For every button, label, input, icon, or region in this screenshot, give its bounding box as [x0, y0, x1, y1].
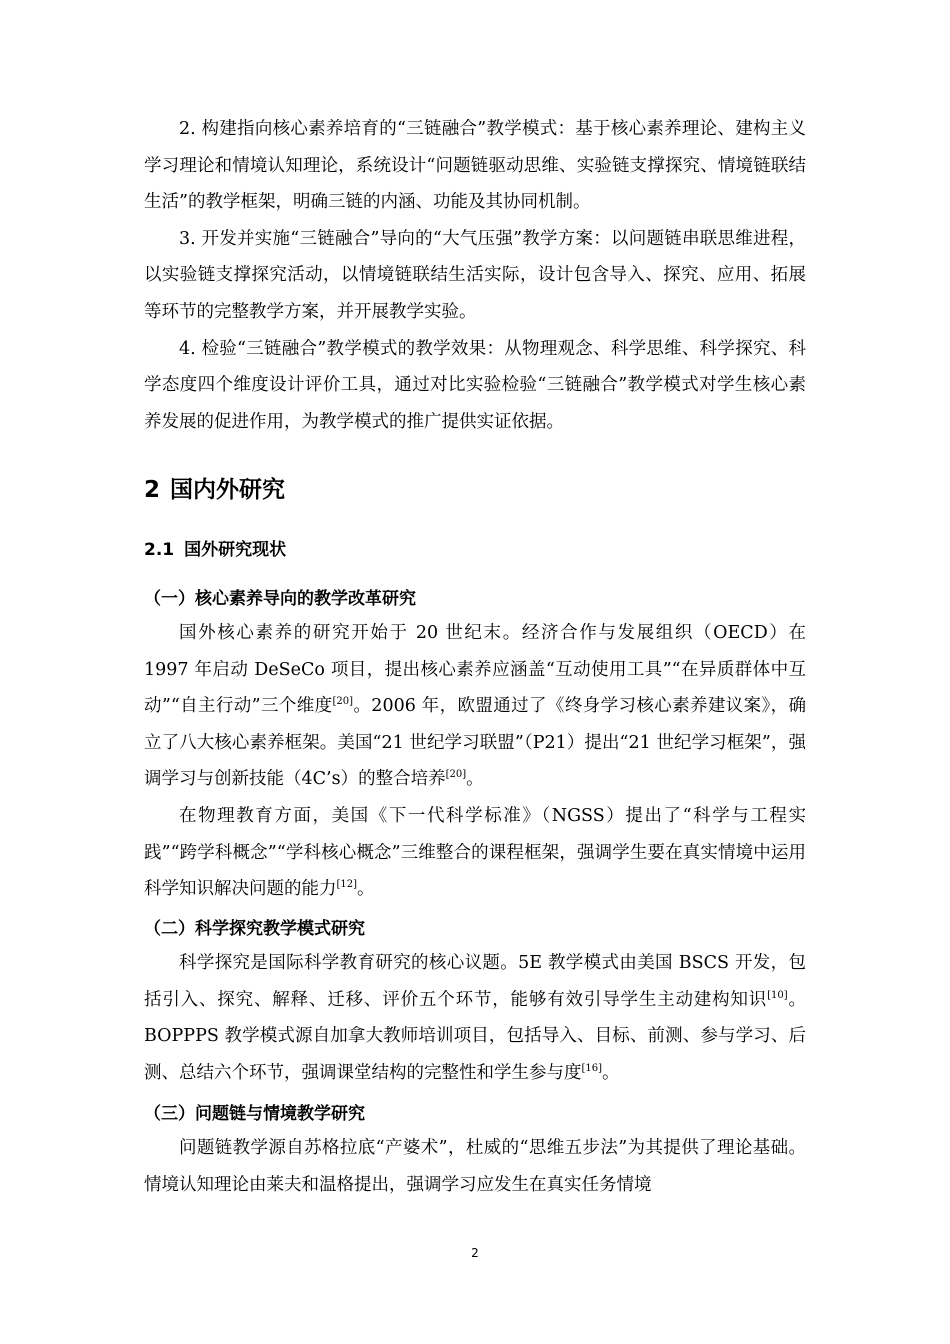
- section-number: 2: [144, 477, 161, 503]
- subsection-title: 国外研究现状: [184, 540, 287, 560]
- part3-paragraph-1: 问题链教学源自苏格拉底“产婆术”，杜威的“思维五步法”为其提供了理论基础。情境认知理论由莱夫和温格提出，强调学习应发生在真实任务情境: [144, 1138, 806, 1195]
- subsection-number: 2.1: [144, 540, 175, 560]
- part2-heading: （二）科学探究教学模式研究: [144, 919, 365, 939]
- part1-p1-text-a: 国外核心素养的研究开始于 20 世纪末。经济合作与发展组织（OECD）在 1997 年启动 DeSeCo 项目，提出核心素养应涵盖“互动使用工具”“在异质群体中互动”“自主行动”三个维度: [144, 623, 806, 717]
- subsection-heading: [144, 533, 286, 567]
- citation-ref: [12]: [336, 879, 358, 891]
- part2-p1-text-c: 。: [602, 1062, 620, 1083]
- section-title: 国内外研究: [170, 477, 286, 503]
- part2-p1-text-a: 科学探究是国际科学教育研究的核心议题。5E 教学模式由美国 BSCS 开发，包括引入、探究、解释、迁移、评价五个环节，能够有效引导学生主动建构知识: [144, 953, 806, 1010]
- intro-list: [144, 111, 806, 440]
- section-heading: [144, 472, 285, 508]
- intro-item-2: 2. 构建指向核心素养培育的“三链融合”教学模式：基于核心素养理论、建构主义学习理论和情境认知理论，系统设计“问题链驱动思维、实验链支撑探究、情境链联结生活”的教学框架，明确三链的内涵、功能及其协同机制。: [144, 119, 806, 213]
- part1-body: [144, 615, 806, 908]
- part1-p1-text-b: 。2006 年，欧盟通过了《终身学习核心素养建议案》，确立了八大核心素养框架。美国“21 世纪学习联盟”（P21）提出“21 世纪学习框架”，强调学习与创新技能（4C’s）的整合培养: [144, 696, 806, 790]
- part3-heading: （三）问题链与情境教学研究: [144, 1104, 365, 1124]
- part2-p1-text-b: 。BOPPPS 教学模式源自加拿大教师培训项目，包括导入、目标、前测、参与学习、后测、总结六个环节，强调课堂结构的完整性和学生参与度: [144, 989, 806, 1083]
- page-number: 2: [471, 1246, 479, 1260]
- part1-paragraph-1: [144, 615, 806, 798]
- citation-ref: [20]: [445, 769, 467, 781]
- intro-item-3: 3. 开发并实施“三链融合”导向的“大气压强”教学方案：以问题链串联思维进程，以实验链支撑探究活动，以情境链联结生活实际，设计包含导入、探究、应用、拓展等环节的完整教学方案，并开展教学实验。: [144, 228, 806, 322]
- part1-paragraph-2: [144, 798, 806, 908]
- part1-p2-text-b: 。: [357, 879, 375, 900]
- part1-p2-text-a: 在物理教育方面，美国《下一代科学标准》（NGSS）提出了“科学与工程实践”“跨学科概念”“学科核心概念”三维整合的课程框架，强调学生要在真实情境中运用科学知识解决问题的能力: [144, 805, 806, 900]
- citation-ref: [16]: [581, 1062, 603, 1074]
- part2-body: [144, 945, 806, 1091]
- part2-paragraph-1: [144, 945, 806, 1091]
- intro-item-4: 4. 检验“三链融合”教学模式的教学效果：从物理观念、科学思维、科学探究、科学态度四个维度设计评价工具，通过对比实验检验“三链融合”教学模式对学生核心素养发展的促进作用，为教学模式的推广提供实证依据。: [144, 338, 806, 432]
- part1-heading: （一）核心素养导向的教学改革研究: [144, 589, 416, 609]
- part1-p1-text-c: 。: [466, 769, 484, 790]
- citation-ref: [10]: [767, 989, 788, 1001]
- citation-ref: [20]: [332, 696, 354, 708]
- part3-body: [144, 1130, 806, 1203]
